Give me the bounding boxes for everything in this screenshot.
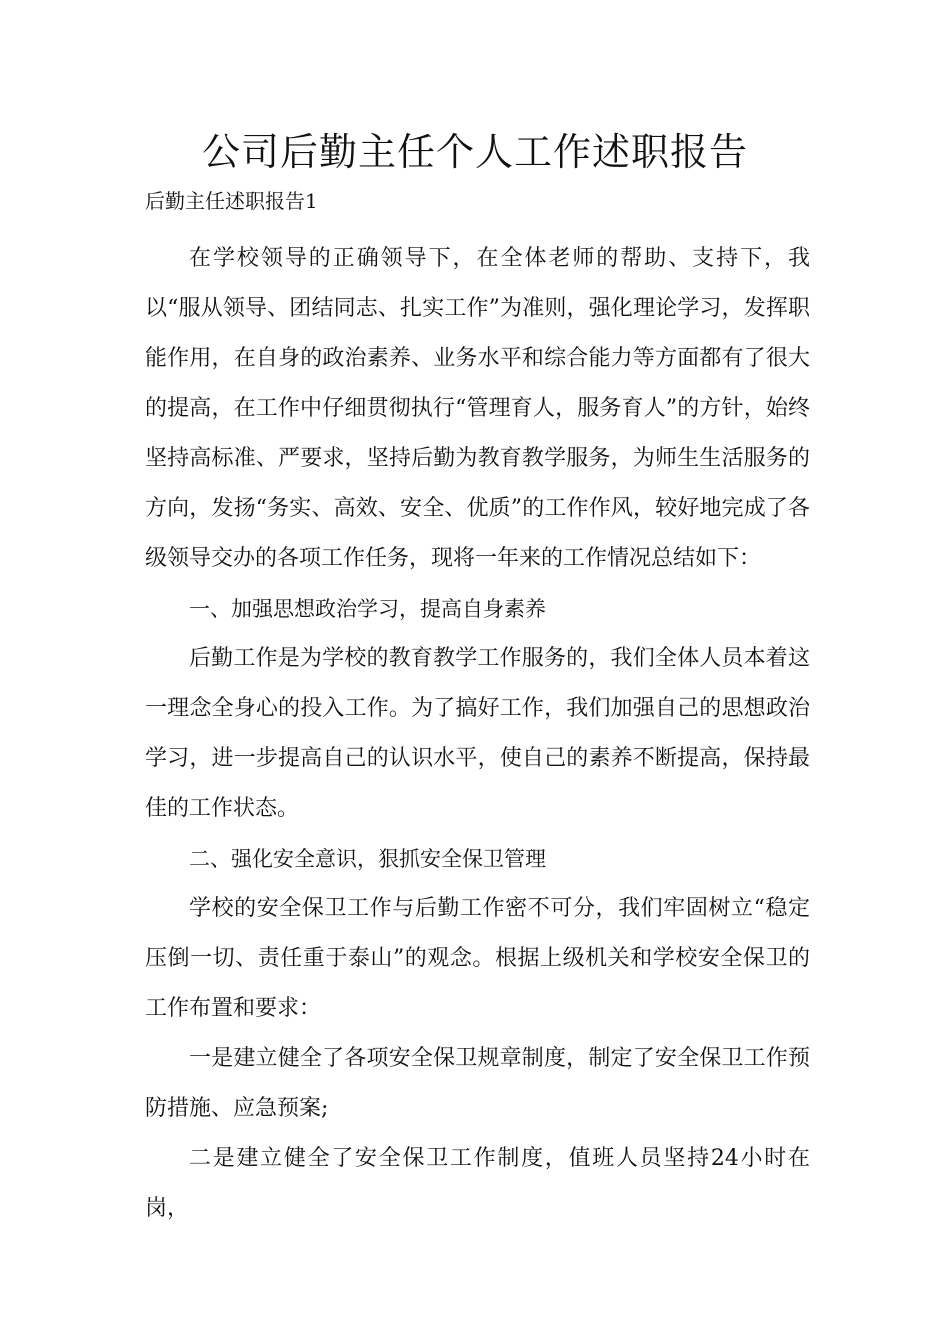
document-title: 公司后勤主任个人工作述职报告: [201, 130, 748, 174]
section-heading-2: 二、强化安全意识，狠抓安全保卫管理: [189, 847, 546, 871]
section-heading-1: 一、加强思想政治学习，提高自身素养: [189, 597, 546, 621]
document-subtitle: 后勤主任述职报告1: [145, 189, 318, 213]
paragraph-section-2: 学校的安全保卫工作与后勤工作密不可分，我们牢固树立“稳定压倒一切、责任重于泰山”的观念。根据上级机关和学校安全保卫的工作布置和要求：: [145, 896, 810, 1021]
paragraph-item-2: 二是建立健全了安全保卫工作制度，值班人员坚持24小时在岗，: [145, 1146, 810, 1221]
document-body: [145, 234, 810, 1234]
paragraph-section-1: 后勤工作是为学校的教育教学工作服务的，我们全体人员本着这一理念全身心的投入工作。为了搞好工作，我们加强自己的思想政治学习，进一步提高自己的认识水平，使自己的素养不断提高，保持最佳的工作状态。: [145, 646, 810, 821]
paragraph-item-1: 一是建立健全了各项安全保卫规章制度，制定了安全保卫工作预防措施、应急预案;: [145, 1046, 810, 1121]
paragraph-intro: 在学校领导的正确领导下，在全体老师的帮助、支持下，我以“服从领导、团结同志、扎实工作”为准则，强化理论学习，发挥职能作用，在自身的政治素养、业务水平和综合能力等方面都有了很大的提高，在工作中仔细贯彻执行“管理育人，服务育人”的方针，始终坚持高标准、严要求，坚持后勤为教育教学服务，为师生生活服务的方向，发扬“务实、高效、安全、优质”的工作作风，较好地完成了各级领导交办的各项工作任务，现将一年来的工作情况总结如下：: [145, 246, 810, 571]
